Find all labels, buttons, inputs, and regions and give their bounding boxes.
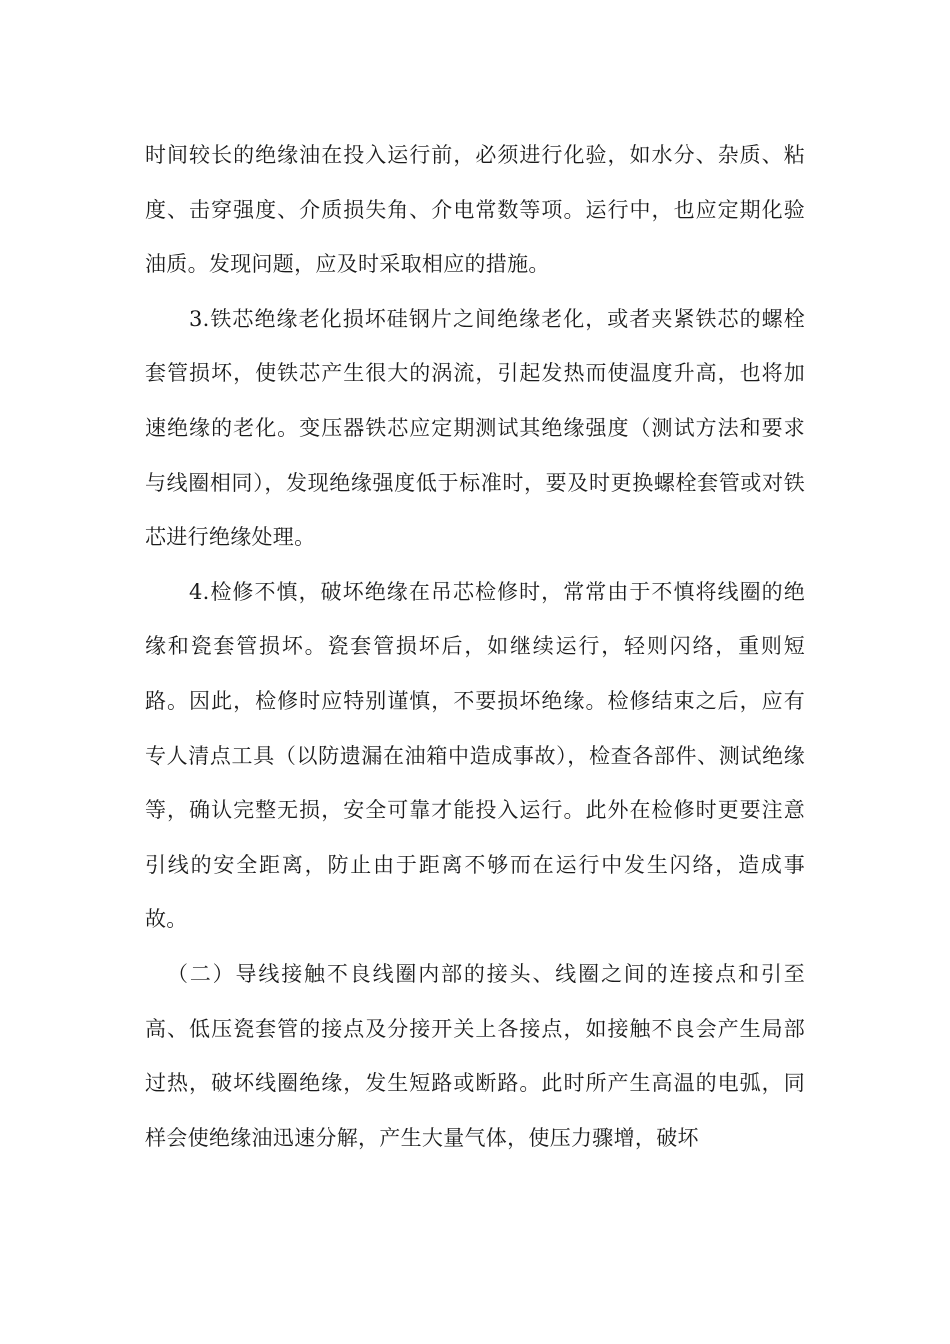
paragraph-poor-contact: （二）导线接触不良线圈内部的接头、线圈之间的连接点和引至高、低压瓷套管的接点及分接开关上各接点，如接触不良会产生局部过热，破坏线圈绝缘，发生短路或断路。此时所产生高温的电弧，同样会使绝缘油迅速分解，产生大量气体，使压力骤增，破坏 bbox=[145, 961, 805, 1150]
paragraph-careless-maintenance: 4.检修不慎，破坏绝缘在吊芯检修时，常常由于不慎将线圈的绝缘和瓷套管损坏。瓷套管损坏后，如继续运行，轻则闪络，重则短路。因此，检修时应特别谨慎，不要损坏绝缘。检修结束之后，应有专人清点工具（以防遗漏在油箱中造成事故），检查各部件、测试绝缘等，确认完整无损，安全可靠才能投入运行。此外在检修时更要注意引线的安全距离，防止由于距离不够而在运行中发生闪络，造成事故。 bbox=[145, 579, 805, 932]
document-body bbox=[145, 128, 805, 1165]
paragraph-core-insulation: 3.铁芯绝缘老化损坏硅钢片之间绝缘老化，或者夹紧铁芯的螺栓套管损坏，使铁芯产生很大的涡流，引起发热而使温度升高，也将加速绝缘的老化。变压器铁芯应定期测试其绝缘强度（测试方法和要求与线圈相同），发现绝缘强度低于标准时，要及时更换螺栓套管或对铁芯进行绝缘处理。 bbox=[145, 306, 805, 550]
paragraph-oil-testing: 时间较长的绝缘油在投入运行前，必须进行化验，如水分、杂质、粘度、击穿强度、介质损失角、介电常数等项。运行中，也应定期化验油质。发现问题，应及时采取相应的措施。 bbox=[145, 143, 805, 277]
